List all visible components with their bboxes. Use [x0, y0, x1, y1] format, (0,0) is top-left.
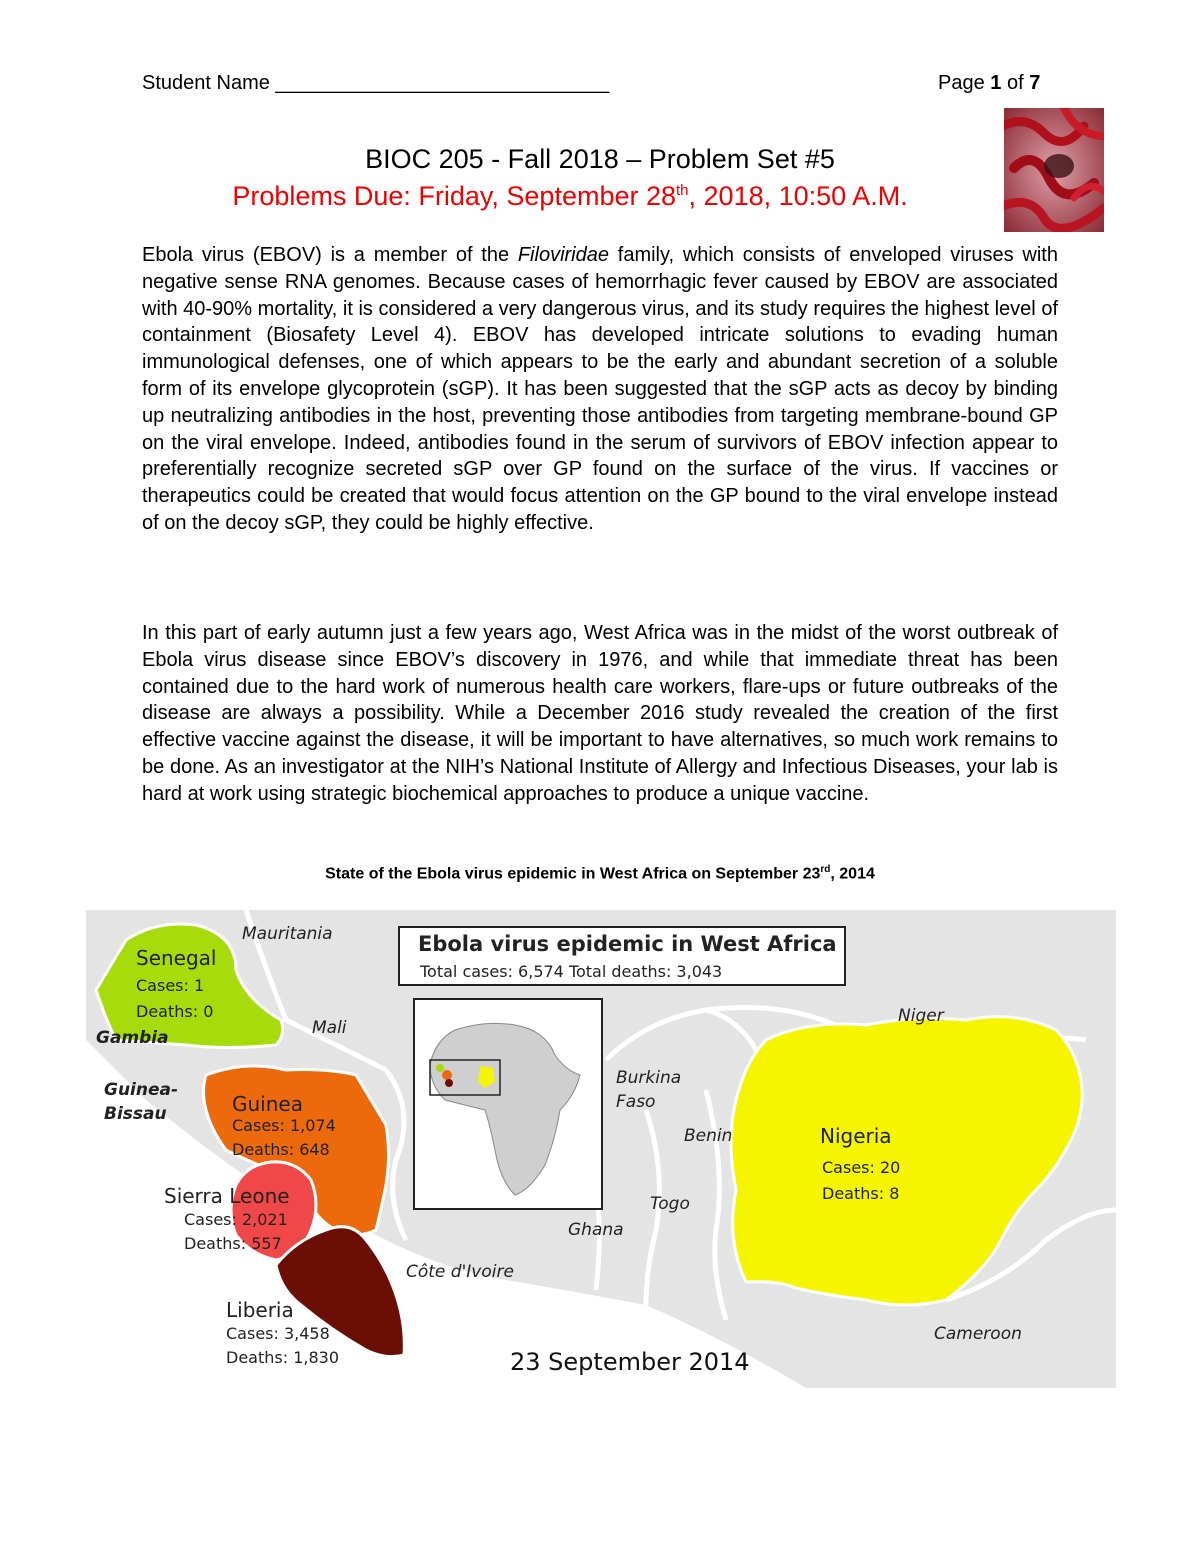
of-label: of: [1006, 72, 1024, 94]
togo-label: Togo: [650, 1194, 690, 1214]
map-date: 23 September 2014: [510, 1348, 750, 1376]
ebola-map: [86, 910, 1116, 1388]
document-title: BIOC 205 - Fall 2018 – Problem Set #5: [365, 144, 835, 174]
senegal-name: Senegal: [136, 946, 217, 970]
caption-suffix: , 2014: [830, 865, 875, 883]
due-sup: th: [676, 182, 689, 199]
sierra-leone-name: Sierra Leone: [164, 1184, 290, 1208]
cote-divoire-label: Côte d'Ivoire: [406, 1262, 514, 1282]
map-legend-box: [398, 926, 846, 986]
senegal-deaths: Deaths: 0: [136, 1002, 214, 1021]
map-title: Ebola virus epidemic in West Africa: [418, 932, 837, 956]
africa-inset-map: [413, 998, 603, 1210]
page-indicator: [938, 72, 1040, 95]
gambia-label: Gambia: [96, 1028, 169, 1048]
niger-label: Niger: [898, 1006, 944, 1026]
guinea-name: Guinea: [232, 1092, 303, 1116]
guinea-cases: Cases: 1,074: [232, 1116, 336, 1135]
page-total: 7: [1029, 72, 1041, 94]
nigeria-name: Nigeria: [820, 1124, 892, 1148]
due-date: [140, 181, 1000, 212]
para1-text-a: Ebola virus (EBOV) is a member of the: [142, 244, 518, 266]
caption-sup: rd: [820, 864, 831, 875]
liberia-deaths: Deaths: 1,830: [226, 1348, 339, 1367]
due-prefix: Problems Due: Friday, September 28: [232, 181, 677, 211]
guinea-bissau-label-1: Guinea-: [104, 1080, 179, 1100]
sierra-leone-cases: Cases: 2,021: [184, 1210, 288, 1229]
cameroon-label: Cameroon: [934, 1324, 1022, 1344]
ebola-virus-image: [1004, 108, 1104, 232]
mauritania-label: Mauritania: [242, 924, 333, 944]
intro-paragraph: [142, 242, 1058, 537]
context-paragraph: In this part of early autumn just a few years ago, West Africa was in the midst of the worst outbreak of Ebola virus disease since EBOV’s discovery in 1976, and while that immediate threat has been contained due to the hard work of numerous health care workers, flare-ups or future outbreaks of the disease are always a possibility. While a December 2016 study revealed the creation of the first effective vaccine against the disease, it will be important to have alternatives, so much work remains to be done. As an investigator at the NIH’s National Institute of Allergy and Infectious Diseases, your lab is hard at work using strategic biochemical approaches to produce a unique vaccine.: [142, 622, 1058, 805]
liberia-name: Liberia: [226, 1298, 294, 1322]
page-label: Page: [938, 72, 985, 94]
burkina-label-2: Faso: [616, 1092, 656, 1112]
senegal-cases: Cases: 1: [136, 976, 205, 995]
guinea-deaths: Deaths: 648: [232, 1140, 330, 1159]
para1-text-b: family, which consists of enveloped viruses with negative sense RNA genomes. Because cases of hemorrhagic fever caused by EBOV are associated with 40-90% mortality, it is considered a very dangerous virus, and its study requires the highest level of containment (Biosafety Level 4). EBOV has developed intricate solutions to evading human immunological defenses, one of which appears to be the early and abundant secretion of a soluble form of its envelope glycoprotein (sGP). It has been suggested that the sGP acts as decoy by binding up neutralizing antibodies in the host, preventing those antibodies from targeting membrane-bound GP on the viral envelope. Indeed, antibodies found in the serum of survivors of EBOV infection appear to preferentially recognize secreted sGP over GP found on the surface of the virus. If vaccines or therapeutics could be created that would focus attention on the GP bound to the viral envelope instead of on the decoy sGP, they could be highly effective.: [142, 244, 1058, 534]
figure-caption: [140, 864, 1060, 883]
sierra-leone-deaths: Deaths: 557: [184, 1234, 282, 1253]
nigeria-deaths: Deaths: 8: [822, 1184, 900, 1203]
benin-label: Benin: [684, 1126, 733, 1146]
africa-shape: [430, 1023, 580, 1195]
student-name-label: Student Name ______________________________: [142, 72, 610, 94]
guinea-bissau-label-2: Bissau: [104, 1104, 167, 1124]
page-number: 1: [990, 72, 1002, 94]
filoviridae-term: Filoviridae: [517, 244, 609, 266]
caption-prefix: State of the Ebola virus epidemic in West Africa on September 23: [325, 865, 821, 883]
burkina-label-1: Burkina: [616, 1068, 682, 1088]
map-totals: Total cases: 6,574 Total deaths: 3,043: [420, 962, 723, 981]
mali-label: Mali: [312, 1018, 347, 1038]
liberia-cases: Cases: 3,458: [226, 1324, 330, 1343]
ghana-label: Ghana: [568, 1220, 624, 1240]
nigeria-cases: Cases: 20: [822, 1158, 901, 1177]
due-suffix: , 2018, 10:50 A.M.: [688, 181, 908, 211]
